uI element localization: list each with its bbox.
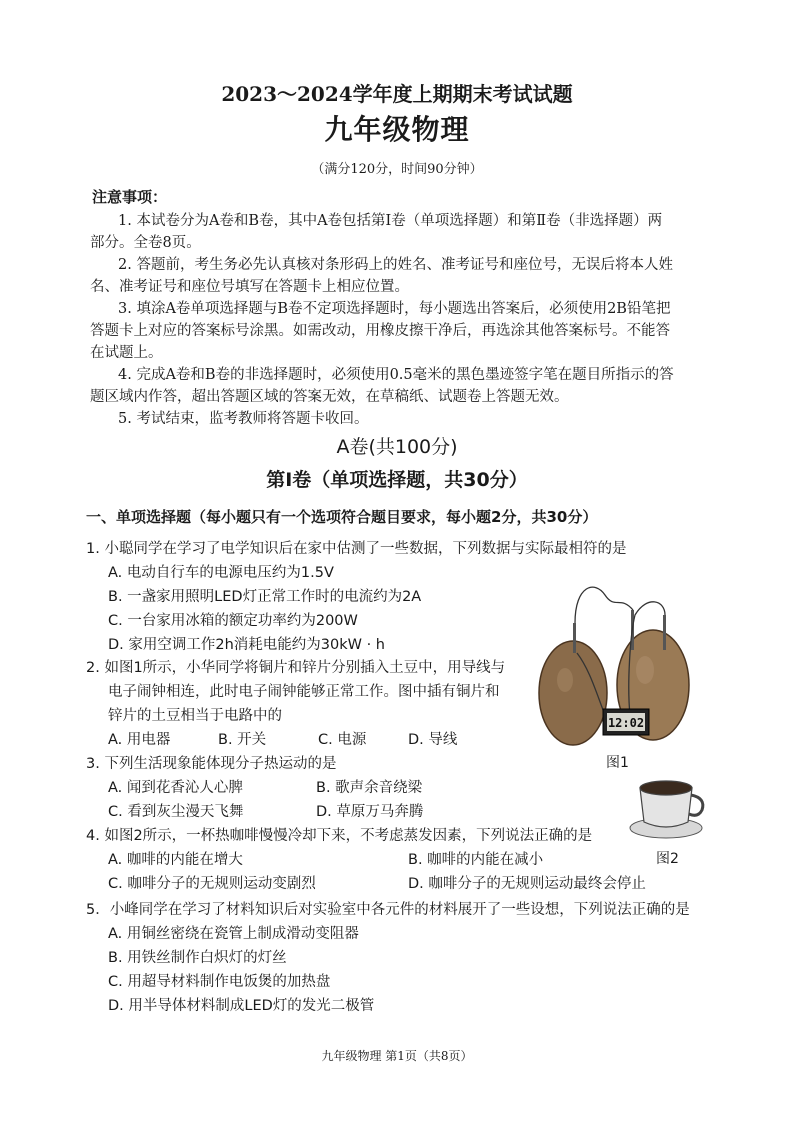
coffee-cup-figure [628, 770, 708, 842]
question-4-option-b: B. 咖啡的内能在减小 [408, 852, 544, 868]
metal-plate [573, 623, 576, 653]
page-footer: 九年级物理 第1页（共8页） [321, 1049, 473, 1063]
clock-display: 12:02 [607, 716, 645, 730]
question-1-stem: 1. 小聪同学在学习了电学知识后在家中估测了一些数据，下列数据与实际最相符的是 [86, 541, 627, 557]
question-2-stem-line: 电子闹钟相连，此时电子闹钟能够正常工作。图中插有铜片和 [108, 684, 500, 700]
metal-plate [663, 615, 666, 650]
notice-line: 4. 完成A卷和B卷的非选择题时，必须使用0.5毫米的黑色墨迹签字笔在题目所指示的答 [118, 367, 674, 383]
question-5-option-c: C. 用超导材料制作电饭煲的加热盘 [108, 974, 331, 990]
question-3-option-a: A. 闻到花香沁人心脾 [108, 780, 243, 796]
question-5-option-d: D. 用半导体材料制成LED灯的发光二极管 [108, 998, 375, 1014]
notice-line: 部分。全卷8页。 [90, 235, 201, 251]
notice-line: 1. 本试卷分为A卷和B卷，其中A卷包括第Ⅰ卷（单项选择题）和第Ⅱ卷（非选择题）两 [118, 213, 663, 229]
section-a-title: A卷(共100分) [336, 436, 458, 458]
notice-line: 5. 考试结束，监考教师将答题卡收回。 [118, 411, 369, 427]
notice-line: 名、准考证号和座位号填写在答题卡上相应位置。 [90, 279, 409, 295]
question-2-stem-line: 2. 如图1所示，小华同学将铜片和锌片分别插入土豆中，用导线与 [86, 660, 506, 676]
question-2-option-d: D. 导线 [408, 732, 458, 748]
figure-1-label: 图1 [606, 755, 629, 771]
question-1-option-a: A. 电动自行车的电源电压约为1.5V [108, 565, 334, 581]
question-2-stem-line: 锌片的土豆相当于电路中的 [108, 708, 282, 724]
question-type-heading: 一、单项选择题（每小题只有一个选项符合题目要求，每小题2分，共30分） [86, 508, 598, 526]
question-1-option-c: C. 一台家用冰箱的额定功率约为200W [108, 613, 358, 629]
question-3-option-d: D. 草原万马奔腾 [316, 804, 424, 820]
notice-line: 答题卡上对应的答案标号涂黑。如需改动，用橡皮擦干净后，再选涂其他答案标号。不能答 [90, 323, 670, 339]
question-4-stem: 4. 如图2所示，一杯热咖啡慢慢冷却下来，不考虑蒸发因素，下列说法正确的是 [86, 828, 593, 844]
score-note: （满分120分，时间90分钟） [311, 162, 483, 177]
notice-line: 3. 填涂A卷单项选择题与B卷不定项选择题时，每小题选出答案后，必须使用2B铅笔把 [118, 301, 671, 317]
question-3-option-b: B. 歌声余音绕梁 [316, 780, 423, 796]
question-5-option-a: A. 用铜丝密绕在瓷管上制成滑动变阻器 [108, 926, 359, 942]
notice-line: 在试题上。 [90, 345, 163, 361]
question-3-stem: 3. 下列生活现象能体现分子热运动的是 [86, 756, 337, 772]
question-5-stem: 5．小峰同学在学习了材料知识后对实验室中各元件的材料展开了一些设想，下列说法正确的是 [86, 902, 690, 918]
notice-line: 2. 答题前，考生务必先认真核对条形码上的姓名、准考证号和座位号，无误后将本人姓 [118, 257, 673, 273]
potato-battery-figure [535, 575, 695, 750]
question-3-option-c: C. 看到灰尘漫天飞舞 [108, 804, 244, 820]
question-5-option-b: B. 用铁丝制作白炽灯的灯丝 [108, 950, 287, 966]
question-4-option-d: D. 咖啡分子的无规则运动最终会停止 [408, 876, 646, 892]
notice-heading: 注意事项： [92, 188, 168, 206]
part-one-title: 第Ⅰ卷（单项选择题，共30分） [266, 469, 528, 491]
figure-2-label: 图2 [656, 851, 679, 867]
exam-title: 2023～2024学年度上期期末考试试题 [221, 82, 573, 106]
question-2-option-b: B. 开关 [218, 732, 267, 748]
question-2-option-c: C. 电源 [318, 732, 367, 748]
question-4-option-c: C. 咖啡分子的无规则运动变剧烈 [108, 876, 316, 892]
question-4-option-a: A. 咖啡的内能在增大 [108, 852, 243, 868]
cup-rim [640, 781, 692, 795]
question-2-option-a: A. 用电器 [108, 732, 171, 748]
notice-line: 题区域内作答，超出答题区域的答案无效，在草稿纸、试题卷上答题无效。 [90, 389, 569, 405]
question-1-option-d: D. 家用空调工作2h消耗电能约为30kW · h [108, 637, 385, 653]
question-1-option-b: B. 一盏家用照明LED灯正常工作时的电流约为2A [108, 589, 422, 605]
exam-subject: 九年级物理 [324, 113, 470, 146]
wire [575, 587, 633, 623]
